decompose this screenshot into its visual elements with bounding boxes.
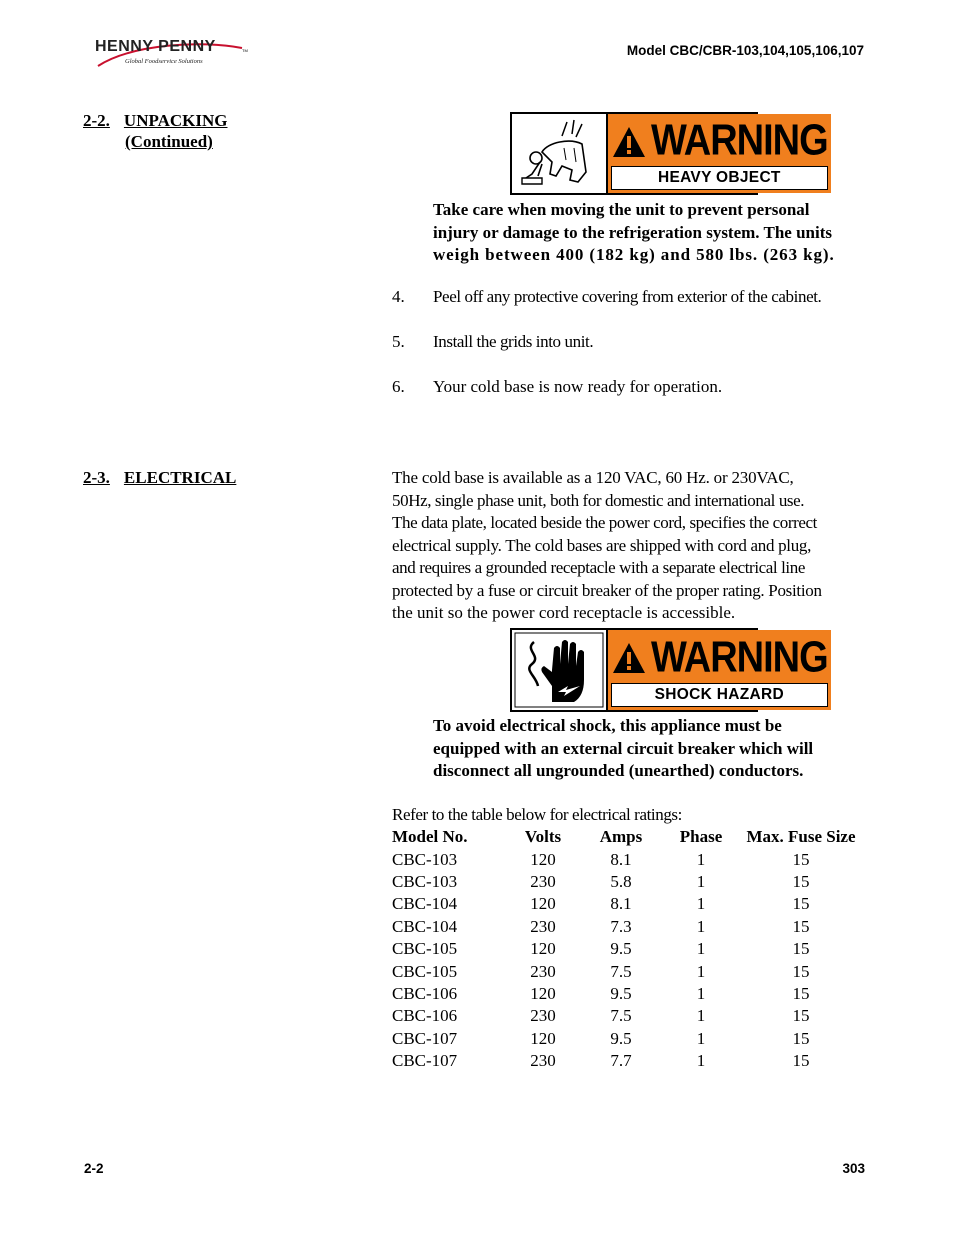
cell-amps: 9.5 — [610, 984, 632, 1004]
table-row — [392, 1005, 862, 1027]
cell-model: CBC-103 — [392, 872, 458, 892]
cell-model: CBC-104 — [392, 894, 458, 914]
logo-tagline: Global Foodservice Solutions — [125, 58, 203, 65]
heavy-object-warning-label — [510, 112, 828, 195]
cell-fuse-size: 15 — [792, 984, 810, 1004]
cell-volts: 230 — [530, 916, 556, 936]
table-body — [392, 849, 862, 1073]
paragraph-line: The cold base is available as a 120 VAC, 60 Hz. or 230VAC, — [392, 468, 794, 487]
paragraph-line: The data plate, located beside the power cord, specifies the correct — [392, 513, 817, 532]
table-intro: Refer to the table below for electrical ratings: — [392, 805, 682, 824]
warning-line: injury or damage to the refrigeration system. The units — [433, 222, 832, 242]
cell-model: CBC-104 — [392, 916, 458, 936]
cell-fuse-size: 15 — [792, 872, 810, 892]
electrical-ratings-table — [392, 826, 862, 1072]
cell-phase: 1 — [696, 1006, 706, 1026]
section-title: ELECTRICAL — [123, 468, 237, 487]
cell-phase: 1 — [696, 984, 706, 1004]
cell-model: CBC-107 — [392, 1051, 458, 1071]
cell-amps: 7.5 — [610, 1006, 632, 1026]
heavy-object-warning-text — [433, 199, 873, 267]
step-number: 5. — [392, 332, 405, 351]
cell-volts: 230 — [530, 961, 556, 981]
warning-triangle-icon — [611, 125, 647, 159]
cell-volts: 230 — [530, 1006, 556, 1026]
heavy-lifting-pictogram-icon — [512, 114, 608, 193]
list-item — [392, 332, 872, 354]
electric-shock-hand-icon — [512, 630, 608, 710]
column-header-model: Model No. — [392, 827, 468, 847]
warning-triangle-icon — [611, 641, 647, 675]
column-header-amps: Amps — [599, 827, 643, 847]
section-heading-electrical — [83, 468, 236, 488]
cell-model: CBC-107 — [392, 1028, 458, 1048]
list-item — [392, 287, 872, 309]
cell-amps: 9.5 — [610, 939, 632, 959]
cell-model: CBC-106 — [392, 984, 458, 1004]
footer-doc-number: 303 — [842, 1161, 865, 1176]
logo-brand-text: HENNY PENNY — [95, 38, 216, 55]
cell-amps: 8.1 — [610, 894, 632, 914]
table-row — [392, 960, 862, 982]
cell-model: CBC-105 — [392, 961, 458, 981]
cell-fuse-size: 15 — [792, 849, 810, 869]
cell-fuse-size: 15 — [792, 916, 810, 936]
shock-hazard-warning-text — [433, 715, 873, 783]
step-text: Your cold base is now ready for operation. — [433, 377, 723, 396]
cell-fuse-size: 15 — [792, 1051, 810, 1071]
cell-volts: 230 — [530, 1051, 556, 1071]
section-heading-unpacking — [83, 111, 228, 131]
column-header-volts: Volts — [524, 827, 562, 847]
warning-banner-text: WARNING — [651, 116, 828, 166]
cell-volts: 120 — [530, 984, 556, 1004]
cell-model: CBC-106 — [392, 1006, 458, 1026]
warning-line: equipped with an external circuit breaker which will — [433, 738, 814, 758]
warning-line: To avoid electrical shock, this appliance must be — [433, 716, 782, 735]
list-item — [392, 377, 872, 399]
cell-amps: 7.3 — [610, 916, 632, 936]
section-number: 2-2. — [83, 111, 110, 130]
table-row — [392, 871, 862, 893]
cell-volts: 230 — [530, 872, 556, 892]
table-row — [392, 893, 862, 915]
cell-phase: 1 — [696, 916, 706, 936]
cell-phase: 1 — [696, 849, 706, 869]
paragraph-line: and requires a grounded receptacle with a separate electrical line — [392, 558, 806, 577]
cell-amps: 8.1 — [610, 849, 632, 869]
cell-volts: 120 — [530, 894, 556, 914]
cell-fuse-size: 15 — [792, 1006, 810, 1026]
cell-amps: 7.5 — [610, 961, 632, 981]
hazard-type-text: HEAVY OBJECT — [611, 166, 828, 190]
section-continued-label: (Continued) — [125, 132, 213, 151]
cell-fuse-size: 15 — [792, 1028, 810, 1048]
step-text: Peel off any protective covering from exterior of the cabinet. — [433, 287, 822, 306]
cell-amps: 5.8 — [610, 872, 632, 892]
table-row — [392, 983, 862, 1005]
cell-phase: 1 — [696, 894, 706, 914]
step-number: 6. — [392, 377, 405, 396]
cell-phase: 1 — [696, 1051, 706, 1071]
hazard-type-text: SHOCK HAZARD — [611, 683, 828, 707]
cell-volts: 120 — [530, 939, 556, 959]
step-number: 4. — [392, 287, 405, 306]
model-header: Model CBC/CBR-103,104,105,106,107 — [626, 43, 864, 58]
section-number: 2-3. — [83, 468, 110, 487]
table-row — [392, 938, 862, 960]
table-row — [392, 916, 862, 938]
paragraph-line: 50Hz, single phase unit, both for domestic and international use. — [392, 490, 805, 510]
electrical-intro-paragraph — [392, 467, 882, 625]
cell-fuse-size: 15 — [792, 939, 810, 959]
step-list — [392, 287, 872, 399]
logo-trademark: TM — [242, 48, 248, 53]
cell-fuse-size: 15 — [792, 961, 810, 981]
cell-volts: 120 — [530, 1028, 556, 1048]
warning-line: weigh between 400 (182 kg) and 580 lbs. (263 kg). — [433, 245, 835, 264]
footer-page-number: 2-2 — [84, 1161, 104, 1176]
shock-hazard-warning-label — [510, 628, 828, 712]
warning-banner-text: WARNING — [651, 633, 828, 682]
table-row — [392, 1050, 862, 1072]
table-row — [392, 1028, 862, 1050]
paragraph-line: electrical supply. The cold bases are shipped with cord and plug, — [392, 535, 812, 555]
cell-volts: 120 — [530, 849, 556, 869]
table-header-row — [392, 826, 862, 849]
cell-phase: 1 — [696, 872, 706, 892]
column-header-phase: Phase — [679, 827, 723, 847]
cell-phase: 1 — [696, 961, 706, 981]
warning-line: Take care when moving the unit to prevent personal — [433, 200, 810, 219]
paragraph-line: the unit so the power cord receptacle is accessible. — [392, 603, 736, 622]
henny-penny-logo — [92, 36, 252, 76]
cell-fuse-size: 15 — [792, 894, 810, 914]
step-text: Install the grids into unit. — [433, 332, 594, 351]
cell-model: CBC-105 — [392, 939, 458, 959]
cell-phase: 1 — [696, 1028, 706, 1048]
paragraph-line: protected by a fuse or circuit breaker of the proper rating. Position — [392, 580, 822, 600]
column-header-fuse-size: Max. Fuse Size — [746, 827, 856, 847]
cell-phase: 1 — [696, 939, 706, 959]
cell-amps: 7.7 — [610, 1051, 632, 1071]
cell-amps: 9.5 — [610, 1028, 632, 1048]
warning-line: disconnect all ungrounded (unearthed) conductors. — [433, 761, 804, 780]
table-row — [392, 849, 862, 871]
section-title: UNPACKING — [123, 111, 228, 130]
cell-model: CBC-103 — [392, 849, 458, 869]
